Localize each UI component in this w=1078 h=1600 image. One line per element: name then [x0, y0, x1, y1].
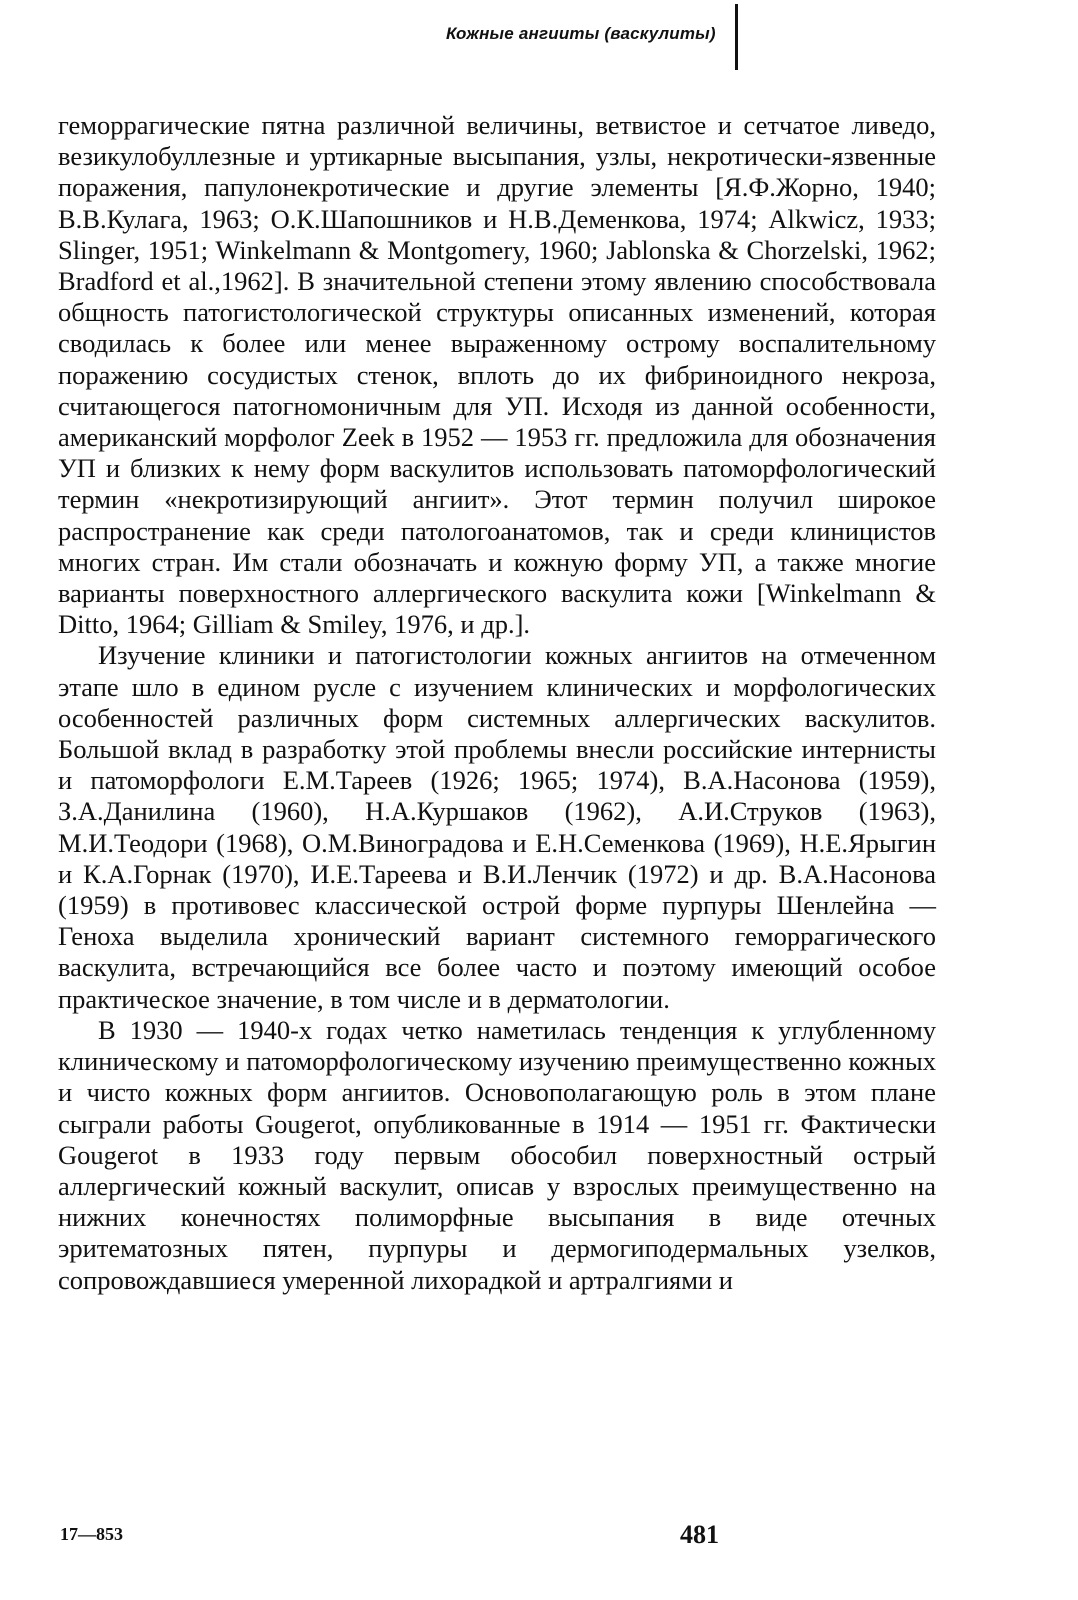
page-number: 481 [680, 1520, 719, 1549]
paragraph: Изучение клиники и патогистологии кожных ангиитов на отмеченном этапе шло в едином русле с изучением клинических и морфологических особенностей различных форм системных аллергических васкулитов. Большой вклад в разработку этой проблемы внесли российские интернисты и патоморфологи Е.М.Тареев (1926; 1965; 1974), В.А.Насонова (1959), З.А.Данилина (1960), Н.А.Куршаков (1962), А.И.Струков (1963), М.И.Теодори (1968), О.М.Виноградова и Е.Н.Семенкова (1969), Н.Е.Ярыгин и К.А.Горнак (1970), И.Е.Тареева и В.И.Ленчик (1972) и др. В.А.Насонова (1959) в противовес классической острой форме пурпуры Шенлейна — Геноха выделила хронический вариант системного геморрагического васкулита, встречающийся все более часто и поэтому имеющий особое практическое значение, в том числе и в дерматологии. [58, 640, 936, 1014]
printer-signature: 17—853 [60, 1524, 123, 1544]
page-footer [0, 1520, 1078, 1560]
running-head: Кожные ангииты (васкулиты) [446, 24, 716, 43]
header-vertical-rule [735, 4, 738, 70]
paragraph: В 1930 — 1940-х годах четко наметилась тенденция к углубленному клиническому и патоморфологическому изучению преимущественно кожных и чисто кожных форм ангиитов. Основополагающую роль в этом плане сыграли работы Gougerot, опубликованные в 1914 — 1951 гг. Фактически Gougerot в 1933 году первым обособил поверхностный острый аллергический кожный васкулит, описав у взрослых преимущественно на нижних конечностях полиморфные высыпания в виде отечных эритематозных пятен, пурпуры и дермогиподермальных узелков, сопровождавшиеся умеренной лихорадкой и артралгиями и [58, 1014, 936, 1295]
paragraph-continued: геморрагические пятна различной величины, ветвистое и сетчатое ливедо, везикулобуллезные и уртикарные высыпания, узлы, некротически-язвенные поражения, папулонекротические и другие элементы [Я.Ф.Жорно, 1940; В.В.Кулага, 1963; О.К.Шапошников и Н.В.Деменкова, 1974; Alkwicz, 1933; Slinger, 1951; Winkelmann & Montgomery, 1960; Jablonska & Chorzelski, 1962; Bradford et al.,1962]. В значительной степени этому явлению способствовала общность патогистологической структуры описанных изменений, которая сводилась к более или менее выраженному острому воспалительному поражению сосудистых стенок, вплоть до их фибриноидного некроза, считающегося патогномоничным для УП. Исходя из данной особенности, американский морфолог Zeek в 1952 — 1953 гг. предложила для обозначения УП и близких к нему форм васкулитов использовать патоморфологический термин «некротизирующий ангиит». Этот термин получил широкое распространение как среди патологоанатомов, так и среди клиницистов многих стран. Им стали обозначать и кожную форму УП, а также многие варианты поверхностного аллергического васкулита кожи [Winkelmann & Ditto, 1964; Gilliam & Smiley, 1976, и др.]. [58, 110, 936, 640]
body-text [58, 110, 936, 1296]
